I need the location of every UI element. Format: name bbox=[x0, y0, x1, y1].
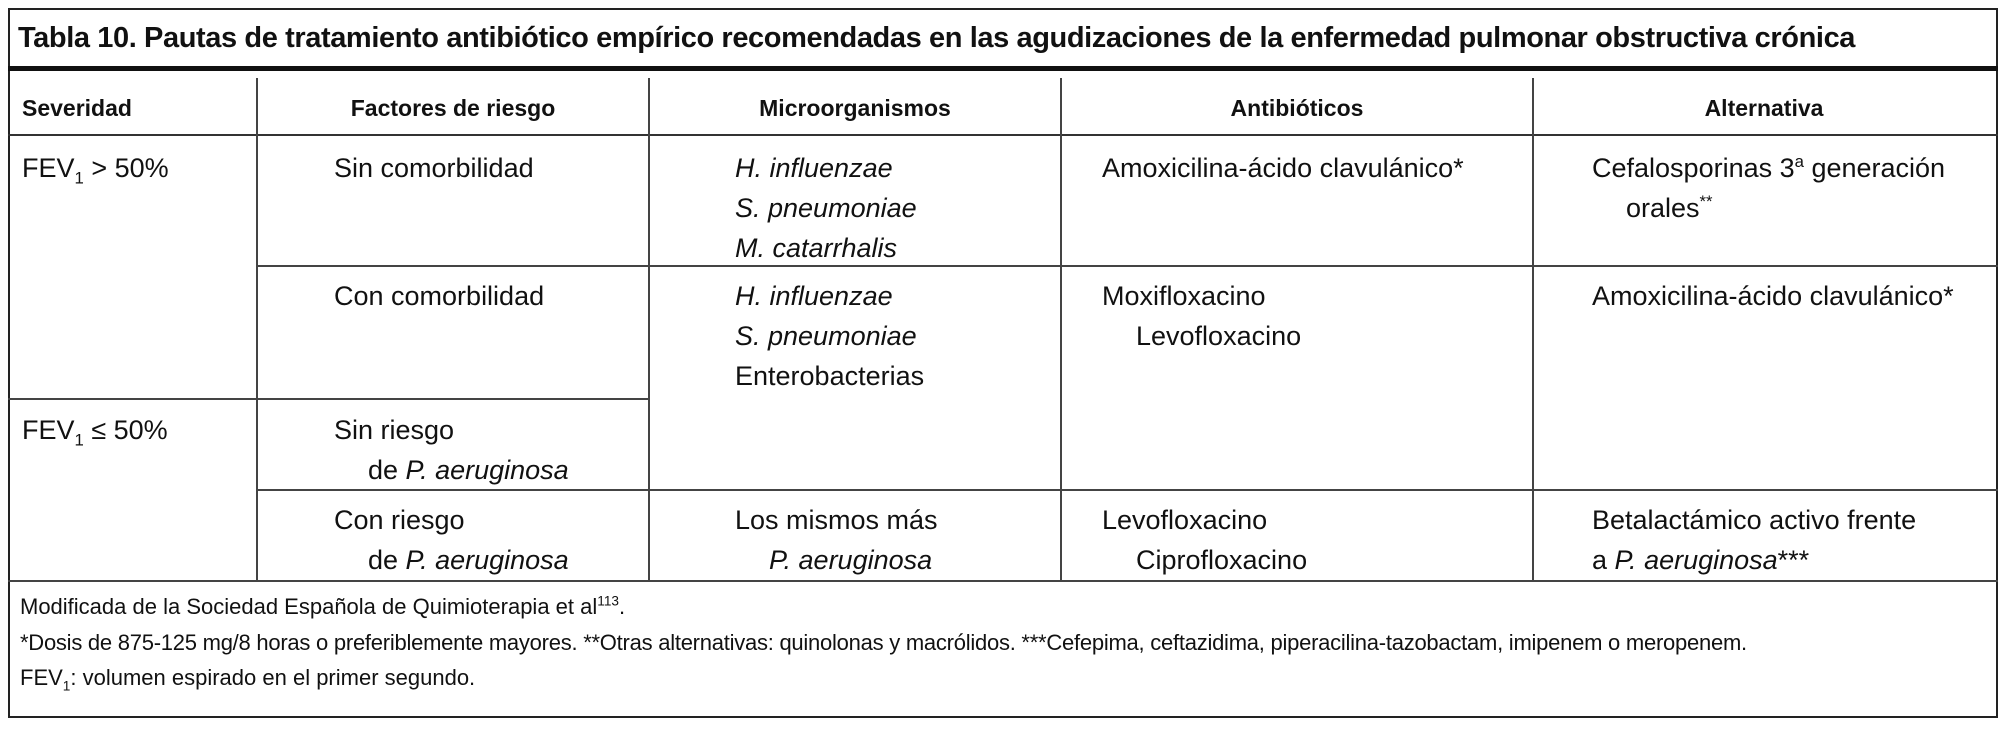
risk-con-comorbilidad: Con comorbilidad bbox=[334, 281, 545, 311]
footnote-reference: 113 bbox=[597, 593, 619, 609]
alt-text: a bbox=[1592, 545, 1615, 575]
footnote-text: : volumen espirado en el primer segundo. bbox=[70, 665, 476, 690]
col-divider-1 bbox=[256, 78, 258, 580]
col-divider-4 bbox=[1532, 78, 1534, 580]
footnote-source bbox=[20, 590, 625, 624]
severity-fev-gt50 bbox=[22, 148, 169, 188]
table-title: Tabla 10. Pautas de tratamiento antibiótico empírico recomendadas en las agudizaciones de la enfermedad pulmonar obstructiva crónica bbox=[18, 22, 1856, 54]
risk-line: de bbox=[368, 545, 406, 575]
alt-text: generación bbox=[1803, 153, 1946, 183]
footnote-fev bbox=[20, 661, 475, 695]
micro-list-4 bbox=[735, 500, 938, 580]
antibiotic-row-1: Amoxicilina-ácido clavulánico* bbox=[1102, 153, 1464, 183]
col-divider-2 bbox=[648, 78, 650, 580]
antibiotic-row-2 bbox=[1102, 276, 1301, 356]
micro-item: S. pneumoniae bbox=[735, 193, 917, 223]
footnote-text: Modificada de la Sociedad Española de Quimioterapia et al bbox=[20, 594, 598, 619]
micro-item: Los mismos más bbox=[735, 505, 938, 535]
micro-item: S. pneumoniae bbox=[735, 321, 917, 351]
micro-item: H. influenzae bbox=[735, 281, 893, 311]
table-bottom-rule bbox=[8, 580, 1998, 582]
micro-item: H. influenzae bbox=[735, 153, 893, 183]
header-alternative: Alternativa bbox=[1704, 95, 1824, 121]
risk-line: Con riesgo bbox=[334, 505, 465, 535]
header-antibiotics: Antibióticos bbox=[1230, 95, 1364, 121]
alt-text: Cefalosporinas 3 bbox=[1592, 153, 1795, 183]
antibiotic-item: Levofloxacino bbox=[1136, 321, 1302, 351]
alt-superscript: ** bbox=[1699, 192, 1713, 211]
header-risk-factors: Factores de riesgo bbox=[350, 95, 556, 121]
alternative-row-4 bbox=[1592, 500, 1916, 580]
fev-threshold: ≤ 50% bbox=[83, 415, 168, 445]
micro-item: Enterobacterias bbox=[735, 361, 925, 391]
risk-sin-riesgo-pa bbox=[334, 410, 569, 490]
row-divider-2 bbox=[8, 398, 650, 400]
antibiotic-item: Levofloxacino bbox=[1102, 505, 1268, 535]
fev-subscript: 1 bbox=[74, 168, 84, 188]
risk-sin-comorbilidad: Sin comorbilidad bbox=[334, 153, 534, 183]
alternative-row-1 bbox=[1592, 148, 1945, 228]
antibiotic-item: Ciprofloxacino bbox=[1136, 545, 1308, 575]
row-divider-1 bbox=[256, 265, 1998, 267]
risk-organism: P. aeruginosa bbox=[405, 455, 569, 485]
footnote-text: FEV bbox=[20, 665, 63, 690]
alt-organism: P. aeruginosa bbox=[1614, 545, 1778, 575]
risk-organism: P. aeruginosa bbox=[405, 545, 569, 575]
footnote-text: . bbox=[619, 594, 626, 619]
fev-label: FEV bbox=[22, 415, 75, 445]
micro-item: M. catarrhalis bbox=[735, 233, 898, 263]
header-rule bbox=[8, 134, 1998, 136]
antibiotic-item: Moxifloxacino bbox=[1102, 281, 1266, 311]
alternative-row-2: Amoxicilina-ácido clavulánico* bbox=[1592, 281, 1954, 311]
risk-line: Sin riesgo bbox=[334, 415, 455, 445]
alt-superscript: *** bbox=[1777, 545, 1810, 575]
fev-label: FEV bbox=[22, 153, 75, 183]
alt-text: orales bbox=[1626, 193, 1700, 223]
alt-text: Betalactámico activo frente bbox=[1592, 505, 1917, 535]
micro-list-1 bbox=[735, 148, 917, 268]
header-microorganisms: Microorganismos bbox=[759, 95, 951, 121]
micro-item: P. aeruginosa bbox=[769, 545, 933, 575]
footnote-subscript: 1 bbox=[62, 678, 71, 694]
footnote-dosis: *Dosis de 875-125 mg/8 horas o preferiblemente mayores. **Otras alternativas: quinolonas y macrólidos. ***Cefepima, ceftazidima, piperacilina-tazobactam, imipenem o meropenem. bbox=[20, 630, 1747, 655]
antibiotic-row-4 bbox=[1102, 500, 1307, 580]
title-rule bbox=[8, 66, 1998, 71]
risk-con-riesgo-pa bbox=[334, 500, 569, 580]
micro-list-2 bbox=[735, 276, 924, 396]
alt-superscript: a bbox=[1794, 152, 1804, 171]
fev-threshold: > 50% bbox=[83, 153, 169, 183]
risk-line: de bbox=[368, 455, 406, 485]
header-severity: Severidad bbox=[22, 95, 132, 121]
fev-subscript: 1 bbox=[74, 430, 84, 450]
col-divider-3 bbox=[1060, 78, 1062, 580]
severity-fev-le50 bbox=[22, 410, 168, 450]
